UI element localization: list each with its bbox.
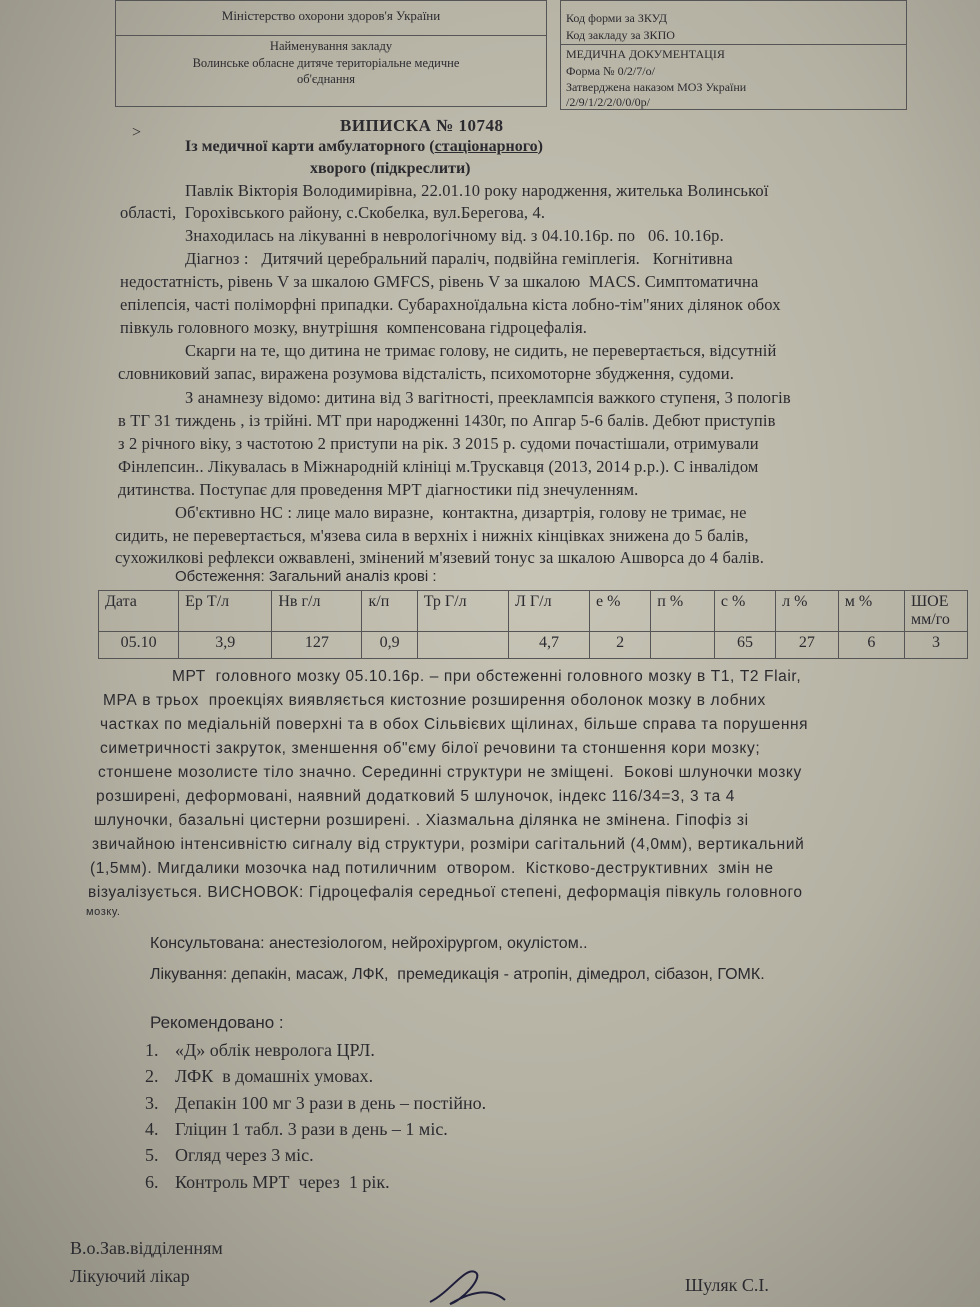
text-line: Знаходилась на лікуванні в неврологічному від. з 04.10.16р. по 06. 10.16р.: [185, 226, 724, 245]
mri-line: симетричності закруток, зменшення об"єму білої речовини та стоншення кори мозку;: [100, 740, 761, 757]
list-item-text: Огляд через 3 міс.: [175, 1145, 314, 1165]
list-item-number: 6.: [145, 1172, 159, 1192]
list-item-text: Гліцин 1 табл. 3 рази в день – 1 міс.: [175, 1119, 448, 1139]
list-item: [145, 1040, 375, 1061]
table-header-cell: Нв г/л: [272, 591, 362, 632]
list-item-text: «Д» облік невролога ЦРЛ.: [175, 1040, 375, 1060]
text-line: Скарги на те, що дитина не тримає голову, не сидить, не перевертається, відсутній: [185, 341, 777, 360]
mri-line: МРТ головного мозку 05.10.16р. – при обстеженні головного мозку в Т1, Т2 Flair,: [172, 668, 802, 685]
blood-test-caption: Обстеження: Загальний аналіз крові :: [175, 568, 437, 585]
text-line: в ТГ 31 тиждень , із трійні. МТ при народженні 1430г, по Апгар 5-6 балів. Дебют приступів: [118, 411, 776, 430]
approved-label: Затверджена наказом МОЗ України: [566, 80, 747, 94]
text-line: півкуль головного мозку, внутрішня компенсована гідроцефалія.: [120, 318, 588, 337]
table-header-cell: ШОЕ мм/го: [905, 591, 968, 632]
text-line: Фінлепсин.. Лікувалась в Міжнародній клініці м.Трускавця (2013, 2014 р.р.). С інвалідом: [118, 457, 759, 476]
table-header-cell: с %: [714, 591, 775, 632]
ministry-name: Міністерство охорони здоров'я України: [116, 1, 546, 36]
treatment-line: Лікування: депакін, масаж, ЛФК, премедикація - атропін, дімедрол, сібазон, ГОМК.: [150, 966, 765, 983]
text-line: Об'єктивно НС : лице мало виразне, контактна, дизартрія, голову не тримає, не: [175, 503, 747, 522]
recommendations-title: Рекомендовано :: [150, 1013, 284, 1032]
mri-line: шлуночки, базальні цистерни розширені. . Хіазмальна ділянка не змінена. Гіпофіз зі: [94, 812, 749, 829]
list-item-number: 2.: [145, 1066, 159, 1086]
subtitle-underlined: стаціонарного: [434, 138, 538, 155]
list-item-text: ЛФК в домашніх умовах.: [175, 1066, 374, 1086]
med-doc-label: МЕДИЧНА ДОКУМЕНТАЦІЯ: [566, 47, 725, 61]
mri-line: розширені, деформовані, наявний додатковий 5 шлуночок, індекс 116/34=3, 3 та 4: [96, 788, 736, 805]
mri-line: МРА в трьох проекціях виявляється кистозние розширення оболонок мозку в лобних: [103, 692, 766, 709]
table-cell: 127: [272, 632, 362, 659]
table-row: [99, 632, 968, 659]
table-cell: 4,7: [509, 632, 590, 659]
document-subtitle-line2: хворого (підкреслити): [310, 160, 471, 177]
table-cell: 65: [714, 632, 775, 659]
margin-mark: ˃: [132, 124, 142, 141]
mri-line: (1,5мм). Мигдалики мозочка над потиличним отвором. Кістково-деструктивних змін не: [90, 860, 774, 877]
text-line: сидить, не перевертається, м'язева сила в верхніх і нижніх кінцівках знижена до 5 балів,: [115, 526, 749, 545]
header-form-box: [560, 0, 907, 110]
table-cell: 6: [838, 632, 904, 659]
table-header-cell: м %: [838, 591, 904, 632]
table-cell: 3,9: [179, 632, 272, 659]
document-subtitle: [185, 138, 543, 156]
table-cell: 05.10: [99, 632, 179, 659]
list-item-number: 5.: [145, 1145, 159, 1165]
text-line: недостатність, рівень V за шкалою GMFCS, рівень V за шкалою MACS. Симптоматична: [120, 272, 759, 291]
text-line: сухожилкові рефлекси ожвавлені, змінений м'язевий тонус за шкалою Ашворса до 4 балів.: [115, 548, 765, 567]
form-number: Форма № 0/2/7/о/: [566, 64, 655, 78]
text-line: дитинства. Поступає для проведення МРТ діагностики під знечуленням.: [118, 480, 639, 499]
text-line: області, Горохівського району, с.Скобелка, вул.Берегова, 4.: [120, 203, 546, 222]
consulted-line: Консультована: анестезіологом, нейрохірургом, окулістом..: [150, 935, 588, 952]
table-cell: 0,9: [362, 632, 417, 659]
table-header-cell: Тр Г/л: [417, 591, 508, 632]
text-line: епілепсія, часті поліморфні припадки. Субарахноїдальна кіста лобно-тім"яних ділянок обох: [120, 295, 781, 314]
table-header-cell: Дата: [99, 591, 179, 632]
text-line: Павлік Вікторія Володимирівна, 22.01.10 року народження, жителька Волинської: [185, 181, 769, 200]
mri-line: мозку.: [86, 906, 121, 918]
institution-name-line2: об'єднання: [297, 72, 355, 86]
attending-doctor-label: Лікуючий лікар: [70, 1266, 190, 1286]
institution-code: Код закладу за ЗКПО: [566, 28, 675, 42]
table-header-cell: п %: [651, 591, 715, 632]
table-header-row: [99, 591, 968, 632]
list-item-number: 4.: [145, 1119, 159, 1139]
list-item: [145, 1093, 486, 1114]
table-header-cell: л %: [776, 591, 839, 632]
document-title: ВИПИСКА № 10748: [340, 116, 504, 135]
mri-line: частках по медіальній поверхні та в обох Сільвієвих щілинах, більше справа та порушення: [100, 716, 809, 733]
subtitle-part2: ): [537, 138, 543, 155]
handwritten-signature: [420, 1262, 510, 1307]
form-code: Код форми за ЗКУД: [566, 11, 668, 25]
table-header-cell: е %: [590, 591, 651, 632]
header-institution-box: [115, 0, 547, 107]
list-item: [145, 1172, 390, 1193]
table-cell: 3: [905, 632, 968, 659]
doctor-name: Шуляк С.І.: [685, 1275, 769, 1295]
table-cell: 2: [590, 632, 651, 659]
table-cell: [417, 632, 508, 659]
institution-title: Найменування закладу: [269, 39, 393, 53]
subtitle-part1: Із медичної карти амбулаторного (: [185, 138, 435, 155]
list-item-number: 1.: [145, 1040, 159, 1060]
text-line: з 2 річного віку, з частотою 2 приступи на рік. З 2015 р. судоми почастішали, отримували: [118, 434, 759, 453]
mri-line: стоншене мозолисте тіло значно. Серединні структури не зміщені. Бокові шлуночки мозку: [98, 764, 802, 781]
text-line: словниковий запас, виражена розумова відсталість, психомоторне збудження, судоми.: [118, 364, 734, 383]
list-item: [145, 1066, 373, 1087]
list-item: [145, 1119, 448, 1140]
mri-line: візуалізується. ВИСНОВОК: Гідроцефалія середньої степені, деформація півкуль головного: [88, 884, 803, 901]
table-header-cell: к/п: [362, 591, 417, 632]
head-of-department-label: В.о.Зав.відділенням: [70, 1238, 223, 1258]
blood-test-table: [98, 590, 968, 659]
institution-name-line1: Волинське обласне дитяче територіальне медичне: [192, 56, 460, 70]
list-item-text: Депакін 100 мг 3 рази в день – постійно.: [175, 1093, 487, 1113]
table-header-cell: Л Г/л: [509, 591, 590, 632]
table-header-cell: Ер Т/л: [179, 591, 272, 632]
table-cell: [651, 632, 715, 659]
list-item-number: 3.: [145, 1093, 159, 1113]
approved-date: /2/9/1/2/2/0/0/0р/: [566, 95, 651, 109]
list-item-text: Контроль МРТ через 1 рік.: [175, 1172, 390, 1192]
list-item: [145, 1145, 314, 1166]
text-line: Діагноз : Дитячий церебральний параліч, подвійна геміплегія. Когнітивна: [185, 249, 733, 268]
text-line: З анамнезу відомо: дитина від 3 вагітності, прееклампсія важкого ступеня, 3 пологів: [185, 388, 791, 407]
institution-name: [136, 55, 516, 87]
mri-line: звичайною інтенсивністю сигналу від структури, розміри сагітальний (4,0мм), вертикальний: [92, 836, 805, 853]
table-cell: 27: [776, 632, 839, 659]
header-divider: [561, 44, 906, 45]
